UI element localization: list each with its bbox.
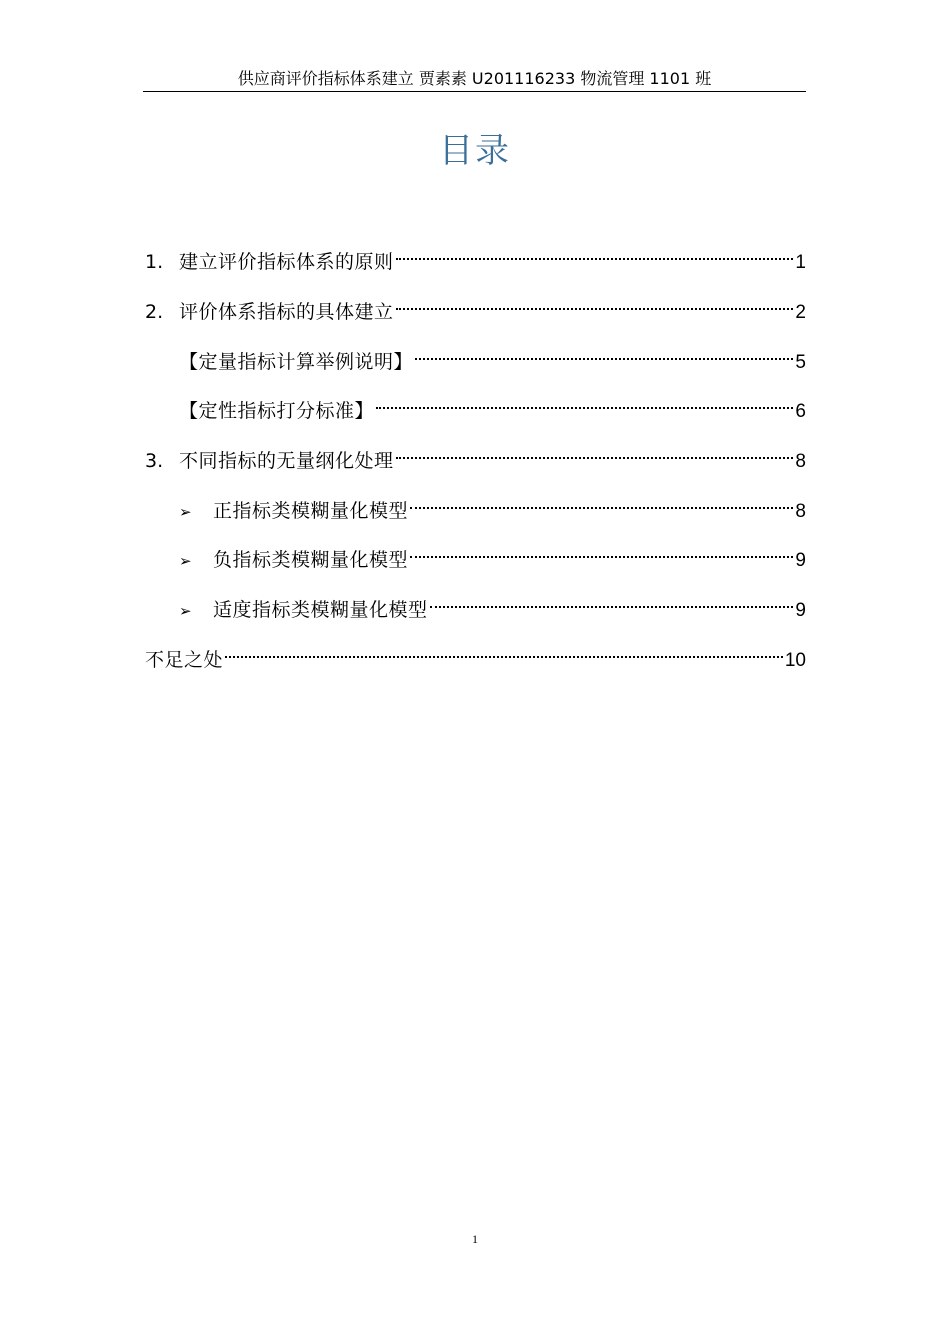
toc-entry[interactable] — [179, 487, 806, 522]
toc-entry[interactable] — [179, 387, 806, 422]
toc-dot-leader — [396, 238, 794, 268]
toc-entry-title: 负指标类模糊量化模型 — [213, 549, 409, 571]
toc-entry[interactable] — [145, 437, 806, 472]
toc-entry-title: 适度指标类模糊量化模型 — [213, 599, 428, 621]
header-rule — [143, 91, 806, 92]
page-header: 供应商评价指标体系建立 贾素素 U201116233 物流管理 1101 班 — [237, 69, 712, 88]
toc-entry-page: 5 — [795, 352, 806, 373]
toc-dot-leader — [410, 487, 793, 517]
toc-entry[interactable] — [179, 338, 806, 373]
toc-entry-title: 【定量指标计算举例说明】 — [179, 351, 414, 373]
toc-entry-title: 不足之处 — [145, 649, 224, 671]
arrow-bullet-icon: ➢ — [179, 552, 192, 570]
toc-entry-number: 2. — [145, 301, 164, 323]
toc-dot-leader — [396, 288, 794, 318]
toc-dot-leader — [225, 636, 783, 666]
toc-entry-number: 3. — [145, 450, 164, 472]
toc-entry[interactable] — [145, 288, 806, 323]
toc-entry-page: 9 — [795, 550, 806, 571]
toc-entry-number: 1. — [145, 251, 164, 273]
toc-entry-page: 1 — [795, 252, 806, 273]
toc-entry[interactable] — [179, 586, 806, 621]
toc-entry-title: 建立评价指标体系的原则 — [179, 251, 394, 273]
toc-entry[interactable] — [179, 536, 806, 571]
toc-entry-page: 6 — [795, 401, 806, 422]
toc-entry-title: 正指标类模糊量化模型 — [213, 500, 409, 522]
toc-dot-leader — [376, 387, 793, 417]
toc-entry[interactable] — [145, 636, 806, 671]
toc-entry-page: 10 — [784, 650, 806, 671]
toc-entry-page: 8 — [795, 501, 806, 522]
toc-entry-page: 8 — [795, 451, 806, 472]
toc-entry-title: 不同指标的无量纲化处理 — [179, 450, 394, 472]
toc-entry-title: 【定性指标打分标准】 — [179, 400, 375, 422]
toc-entry-page: 9 — [795, 600, 806, 621]
arrow-bullet-icon: ➢ — [179, 503, 192, 521]
toc-entry[interactable] — [145, 238, 806, 273]
toc-dot-leader — [415, 338, 793, 368]
toc-dot-leader — [396, 437, 794, 467]
toc-entry-page: 2 — [795, 302, 806, 323]
toc-dot-leader — [410, 536, 793, 566]
page-number: 1 — [472, 1232, 478, 1246]
toc-title: 目录 — [439, 131, 511, 171]
toc-dot-leader — [430, 586, 794, 616]
toc-entry-title: 评价体系指标的具体建立 — [179, 301, 394, 323]
arrow-bullet-icon: ➢ — [179, 602, 192, 620]
